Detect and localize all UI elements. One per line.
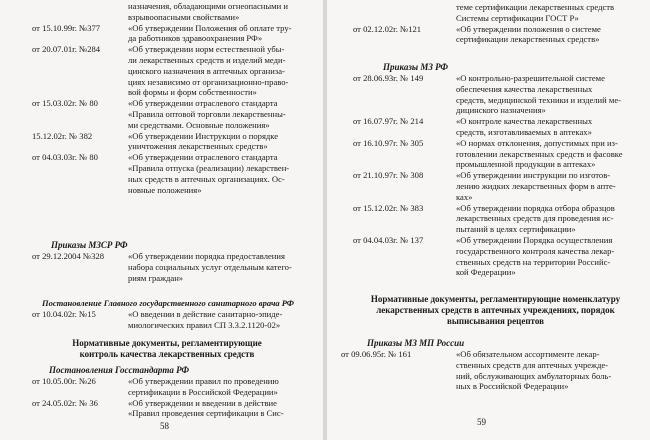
- entry-date: от 16.10.97г. № 305: [353, 137, 424, 148]
- entry-line: циях независимо от организационно-право-: [128, 76, 289, 87]
- section-title-nomenclature: [353, 294, 638, 327]
- entry-line: лению жидких лекарственных форм в апте-: [456, 180, 616, 191]
- entry-line: взрывоопасными свойствами»: [128, 11, 240, 22]
- entry-line: «Об утверждении порядка отбора образцов: [456, 202, 615, 213]
- section-title-line: Нормативные документы, регламентирующие: [72, 338, 262, 348]
- list-item: [353, 138, 638, 170]
- entry-line: цинского назначения в аптечных организа-: [128, 65, 285, 76]
- entries-mz: [353, 73, 638, 278]
- list-item: [353, 73, 638, 116]
- entry-line: ли лекарственных средств и изделий меди-: [128, 54, 286, 65]
- entry-line: готовлении лекарственных средств и фасовке: [456, 148, 623, 159]
- left-page: [0, 0, 323, 440]
- entry-line: риям граждан»: [128, 272, 184, 283]
- list-item: [353, 116, 638, 138]
- subhead-mp: Приказы МЗ МП России: [367, 338, 465, 348]
- entry-text: [128, 131, 302, 153]
- entry-text: [128, 23, 302, 45]
- entry-line: «Об утверждении отраслевого стандарта: [128, 98, 278, 109]
- list-item: [341, 349, 638, 392]
- entry-line: средств, изготавливаемых в аптеках»: [456, 126, 592, 137]
- entry-text: [128, 309, 302, 331]
- entry-line: «Об утверждении положения о системе: [456, 23, 601, 34]
- entry-text: [456, 2, 638, 24]
- entry-line: «Об обязательном ассортименте лекар-: [456, 349, 600, 359]
- entry-date: от 04.03.03г. № 80: [32, 152, 98, 163]
- entries-mp: [341, 349, 638, 392]
- entry-line: «О нормах отклонения, допустимых при из-: [456, 137, 618, 148]
- entry-text: [128, 376, 302, 398]
- entry-line: «Правил проведения сертификации в Сис-: [128, 408, 284, 419]
- list-item: [353, 170, 638, 202]
- right-page: [327, 0, 650, 440]
- entry-text: [128, 398, 302, 420]
- entry-date: от 15.12.02г. № 383: [353, 202, 424, 213]
- entry-line: теме сертификации лекарственных средств: [456, 2, 615, 12]
- entry-line: пытаний в целях сертификации»: [456, 224, 576, 235]
- entry-line: Системы сертификации ГОСТ Р»: [456, 12, 579, 23]
- entry-text: [128, 44, 302, 98]
- entry-line: «Об утверждении и введении в действие: [128, 397, 277, 408]
- entry-line: государственного контроля качества лекар-: [456, 245, 615, 256]
- entry-line: «Об утверждении норм естественной убы-: [128, 44, 285, 55]
- entry-line: «Правила оптовой торговли лекарственны-: [128, 108, 286, 119]
- entry-line: лекарственных средств для проведения ис-: [456, 213, 614, 224]
- entry-line: ми средствами. Основные положения»: [128, 119, 270, 130]
- list-item: [353, 24, 638, 46]
- entry-text: [456, 116, 638, 138]
- page-number: 59: [477, 417, 486, 427]
- list-item: [32, 376, 302, 398]
- entries-top: [353, 2, 638, 45]
- list-item: [32, 309, 302, 331]
- subhead-gosstandart: Постановления Госстандарта РФ: [49, 365, 189, 375]
- entry-date: от 16.07.97г. № 214: [353, 116, 424, 127]
- list-item: [353, 2, 638, 24]
- page-number: 58: [160, 421, 169, 431]
- entry-line: «Об утверждении порядка предоставления: [128, 251, 285, 261]
- entry-date: от 20.07.01г. №284: [32, 44, 101, 55]
- entry-date: от 15.10.99г. №377: [32, 22, 101, 33]
- entry-line: обеспечения качества лекарственных: [456, 83, 593, 94]
- entry-text: [456, 138, 638, 170]
- list-item: [32, 152, 302, 195]
- entry-line: ний, обслуживающих амбулаторных боль-: [456, 370, 612, 381]
- entry-line: «Об утверждении Положения об оплате тру-: [128, 22, 292, 33]
- list-item: [32, 1, 302, 23]
- entry-line: «Об утверждении Инструкции о порядке: [128, 130, 279, 141]
- entry-line: ках»: [456, 191, 473, 202]
- entry-line: «Правила отпуска (реализации) лекарствен-: [128, 162, 290, 173]
- entry-line: промышленной продукции в аптеках»: [456, 159, 596, 170]
- entries-top: [32, 1, 302, 195]
- entry-line: вой формы и форм собственности»: [128, 87, 257, 98]
- section-title-line: лекарственных средств в аптечных учреждениях, порядок: [376, 305, 615, 315]
- entry-text: [128, 152, 302, 195]
- entry-line: сертификации в Российской Федерации»: [128, 386, 278, 397]
- entries-sanvrach: [32, 309, 302, 331]
- list-item: [353, 203, 638, 235]
- entry-date: от 15.03.02г. № 80: [32, 98, 98, 109]
- entry-date: от 24.05.02г. № 36: [32, 397, 98, 408]
- entry-text: [456, 235, 638, 278]
- entry-line: «О контроле качества лекарственных: [456, 116, 593, 127]
- entry-line: набора социальных услуг отдельным катего-: [128, 261, 292, 272]
- list-item: [32, 23, 302, 45]
- entry-text: [456, 349, 638, 392]
- entry-line: миологических правил СП 3.3.2.1120-02»: [128, 319, 281, 330]
- entry-line: кой Федерации»: [456, 267, 516, 278]
- entry-line: ных средств в аптечных организациях. Ос-: [128, 173, 285, 184]
- section-title-line: Нормативные документы, регламентирующие номенклатуру: [370, 294, 621, 304]
- entry-date: 15.12.02г. № 382: [32, 130, 93, 141]
- entry-date: от 09.06.95г. № 161: [341, 349, 412, 359]
- entry-line: назначения, обладающими огнеопасными и: [128, 1, 288, 11]
- entry-line: «Об утверждении инструкции по изготов-: [456, 170, 611, 181]
- entries-mzsr: [32, 251, 302, 283]
- entry-line: ственных средств на территории Российс-: [456, 256, 611, 267]
- subhead-mz: Приказы МЗ РФ: [383, 62, 449, 72]
- entry-line: дицинского назначения»: [456, 105, 546, 116]
- subhead-mzsr: Приказы МЗСР РФ: [51, 240, 128, 250]
- entry-line: сертификации лекарственных средств»: [456, 34, 600, 45]
- entry-date: от 21.10.97г. № 308: [353, 170, 424, 181]
- entry-line: «О контрольно-разрешительной системе: [456, 73, 605, 83]
- entries-gosstandart: [32, 376, 302, 419]
- list-item: [32, 251, 302, 283]
- entry-line: ственных средств для аптечных учрежде-: [456, 359, 609, 370]
- entry-date: от 29.12.2004 №328: [32, 251, 104, 261]
- list-item: [32, 398, 302, 420]
- entry-text: [456, 73, 638, 116]
- entry-line: да работников здравоохранения РФ»: [128, 33, 263, 44]
- entry-date: от 10.05.00г. №26: [32, 376, 96, 386]
- entry-line: «Об утверждении отраслевого стандарта: [128, 152, 278, 163]
- list-item: [32, 44, 302, 98]
- list-item: [32, 131, 302, 153]
- entry-text: [456, 203, 638, 235]
- entry-date: от 28.06.93г. № 149: [353, 73, 424, 83]
- entry-line: «Об утверждении Порядка осуществления: [456, 234, 613, 245]
- entry-line: новные положения»: [128, 184, 202, 195]
- entry-line: уничтожения лекарственных средств»: [128, 141, 268, 152]
- entry-line: «Об утверждении правил по проведению: [128, 376, 279, 386]
- list-item: [353, 235, 638, 278]
- entry-text: [456, 24, 638, 46]
- list-item: [32, 98, 302, 130]
- entry-line: средств, медицинской техники и изделий ме-: [456, 94, 622, 105]
- section-title-quality: [32, 338, 302, 360]
- entry-text: [128, 251, 302, 283]
- section-title-line: контроль качества лекарственных средств: [79, 349, 255, 359]
- entry-line: «О введении в действие санитарно-эпиде-: [128, 309, 283, 319]
- entry-line: ных в Российской Федерации»: [456, 381, 569, 392]
- entry-text: [456, 170, 638, 202]
- entry-date: от 02.12.02г. №121: [353, 23, 422, 34]
- subhead-sanvrach: Постановление Главного государственного санитарного врача РФ: [42, 298, 294, 308]
- section-title-line: выписывания рецептов: [447, 316, 544, 326]
- entry-text: [128, 98, 302, 130]
- entry-date: от 10.04.02г. №15: [32, 309, 96, 319]
- entry-date: от 04.04.03г. № 137: [353, 234, 424, 245]
- entry-text: [128, 1, 302, 23]
